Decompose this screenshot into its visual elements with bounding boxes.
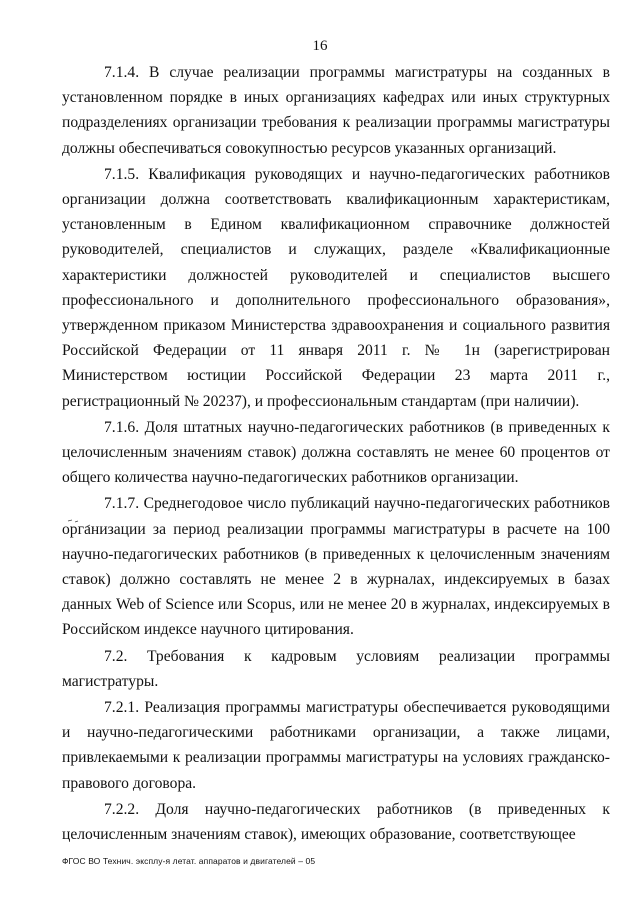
paragraph-7-1-7: 7.1.7. Среднегодовое число публикаций научно-педагогических работников организации за период реализации программы магистратуры в расчете на 100 научно-педагогических работников (в приведенных к целочисленным значениям ставок) должно составлять не менее 2 в журналах, индексируемых в базах данных Web of Science или Scopus, или не менее 20 в журналах, индексируемых в Российском индексе научного цитирования. bbox=[62, 495, 610, 639]
paragraph-7-2-1: 7.2.1. Реализация программы магистратуры обеспечивается руководящими и научно-педагогическими работниками организации, а также лицами, привлекаемыми к реализации программы магистратуры на условиях гражданско-правового договора. bbox=[62, 699, 610, 792]
paragraph-7-2-2: 7.2.2. Доля научно-педагогических работников (в приведенных к целочисленным значениям ставок), имеющих образование, соответствующее bbox=[62, 800, 610, 844]
paragraph-7-1-6: 7.1.6. Доля штатных научно-педагогических работников (в приведенных к целочисленным значениям ставок) должна составлять не менее 60 процентов от общего количества научно-педагогических работников организации. bbox=[62, 418, 610, 487]
footer-note: ФГОС ВО Технич. эксплу-я летат. аппаратов и двигателей – 05 bbox=[62, 856, 316, 866]
paragraph-7-2: 7.2. Требования к кадровым условиям реализации программы магистратуры. bbox=[62, 647, 610, 690]
paragraph-7-1-4: 7.1.4. В случае реализации программы магистратуры на созданных в установленном порядке в иных организациях кафедрах или иных структурных подразделениях организации требования к реализации программы магистратуры должны обеспечиваться совокупностью ресурсов указанных организаций. bbox=[62, 64, 610, 157]
page-number: 16 bbox=[312, 38, 328, 54]
document-body bbox=[62, 60, 610, 847]
paragraph-7-1-5: 7.1.5. Квалификация руководящих и научно-педагогических работников организации должна соответствовать квалификационным характеристикам, установленным в Едином квалификационном справочнике должностей руководителей, специалистов и служащих, разделе «Квалификационные характеристики должностей руководителей и специалистов высшего профессионального и дополнительного профессионального образования», утвержденном приказом Министерства здравоохранения и социального развития Российской Федерации от 11 января 2011 г. № 1н (зарегистрирован Министерством юстиции Российской Федерации 23 марта 2011 г., регистрационный № 20237), и профессиональным стандартам (при наличии). bbox=[62, 165, 610, 410]
